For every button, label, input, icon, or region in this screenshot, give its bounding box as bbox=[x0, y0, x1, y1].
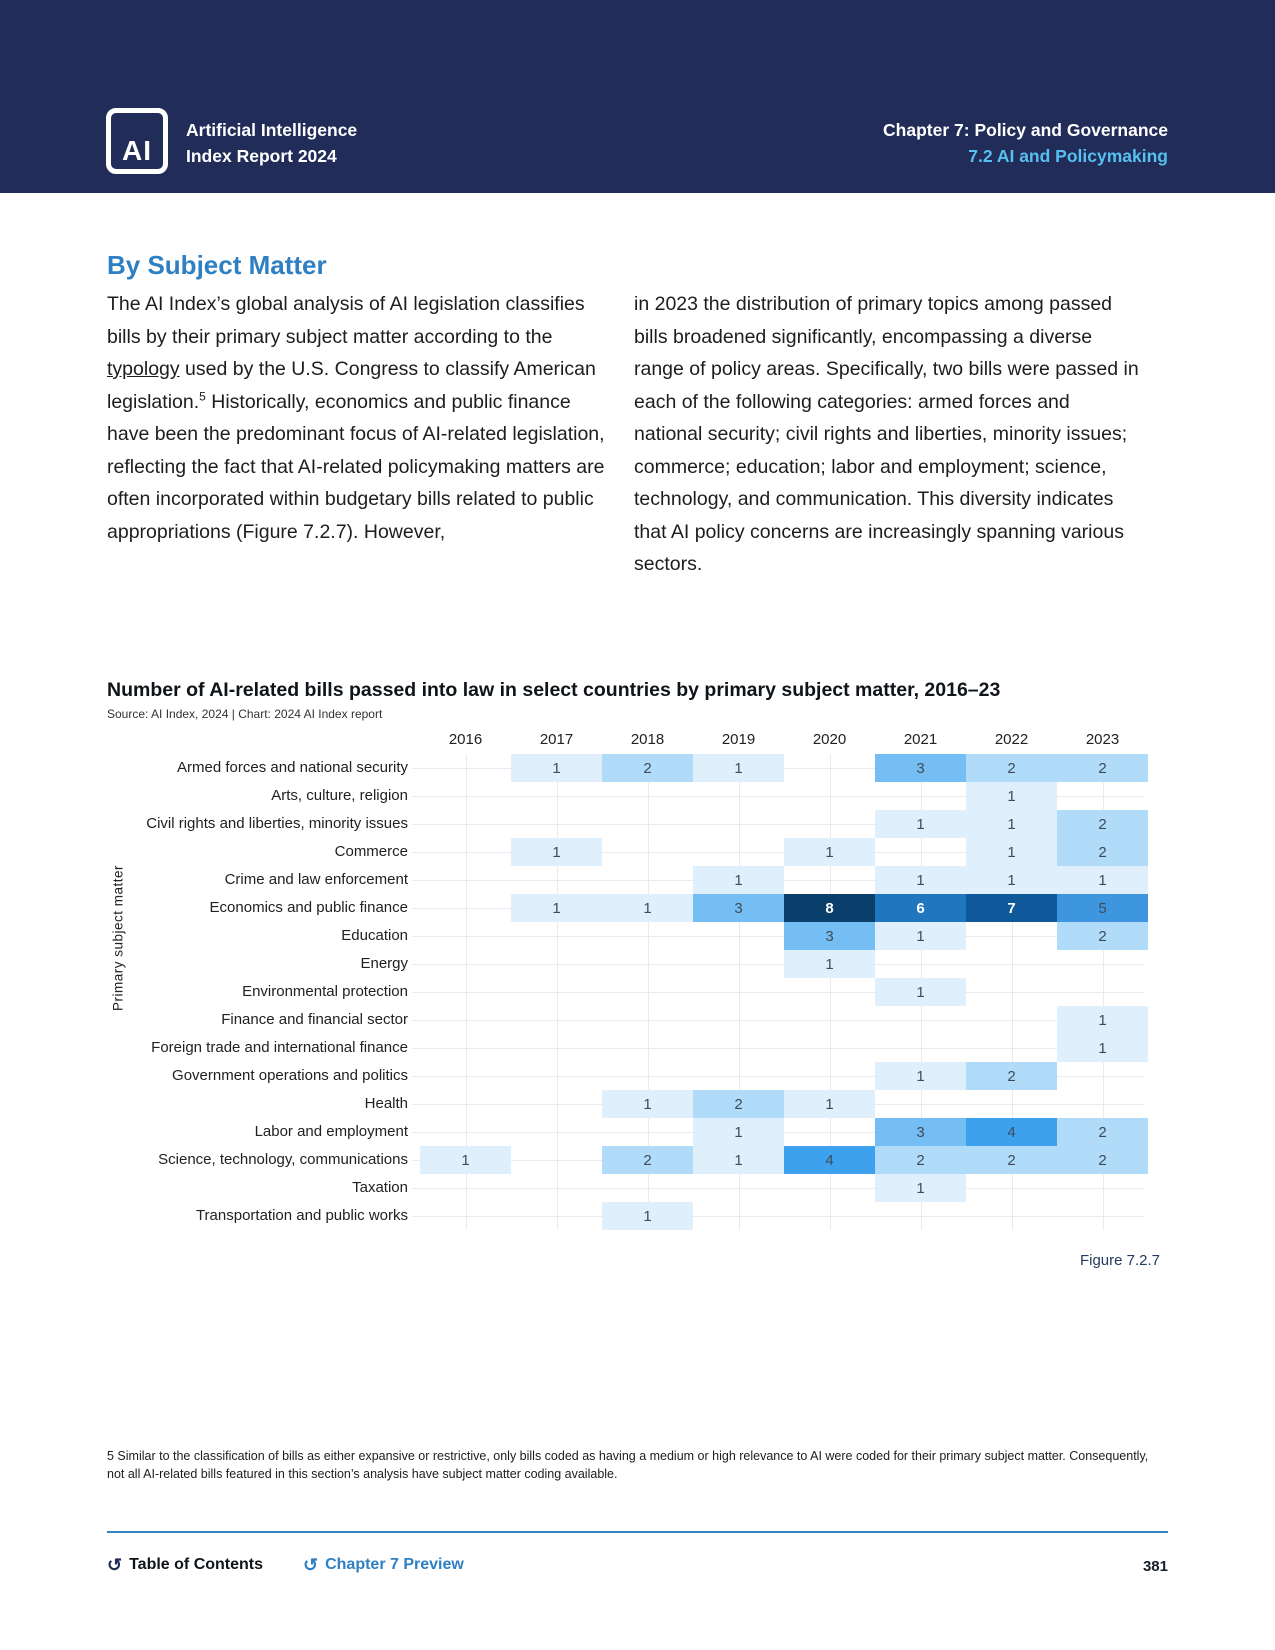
subject-matter-label: Energy bbox=[360, 955, 408, 972]
heatmap-cell-empty bbox=[511, 782, 602, 810]
heatmap-row bbox=[107, 1118, 1148, 1146]
heatmap-cell: 7 bbox=[966, 894, 1057, 922]
paragraph-text: The AI Index’s global analysis of AI legislation classifies bills by their primary subject matter according to the bbox=[107, 293, 585, 348]
heatmap-cell-empty bbox=[602, 1006, 693, 1034]
subject-matter-label: Education bbox=[341, 927, 408, 944]
heatmap-cell-empty bbox=[784, 1006, 875, 1034]
back-arrow-icon: ↺ bbox=[303, 1555, 319, 1575]
heatmap-cell-empty bbox=[875, 782, 966, 810]
heatmap-cell-empty bbox=[511, 1118, 602, 1146]
chart-title: Number of AI-related bills passed into law in select countries by primary subject matter, 2016–23 bbox=[107, 679, 1001, 701]
year-tick-label: 2018 bbox=[630, 731, 665, 748]
heatmap-cell-empty bbox=[693, 1202, 784, 1230]
heatmap-cell: 2 bbox=[1057, 810, 1148, 838]
heatmap-cell-empty bbox=[875, 950, 966, 978]
heatmap-cell: 2 bbox=[602, 1146, 693, 1174]
heatmap-row bbox=[107, 782, 1148, 810]
heatmap-cell: 2 bbox=[1057, 838, 1148, 866]
page-number: 381 bbox=[1142, 1558, 1168, 1575]
heatmap-cell-empty bbox=[420, 838, 511, 866]
heatmap-cell: 1 bbox=[966, 782, 1057, 810]
heatmap-cell-empty bbox=[420, 866, 511, 894]
heatmap-cell: 1 bbox=[511, 894, 602, 922]
heatmap-cell: 1 bbox=[602, 894, 693, 922]
heatmap-cell: 1 bbox=[511, 754, 602, 782]
chapter-preview-link[interactable] bbox=[303, 1556, 464, 1574]
heatmap-cell: 3 bbox=[875, 1118, 966, 1146]
heatmap-row bbox=[107, 1034, 1148, 1062]
heatmap-cell-empty bbox=[1057, 1062, 1148, 1090]
heatmap-cell: 1 bbox=[1057, 1006, 1148, 1034]
heatmap-row bbox=[107, 1202, 1148, 1230]
heatmap-cell: 3 bbox=[784, 922, 875, 950]
heatmap-cell-empty bbox=[1057, 782, 1148, 810]
heatmap-cell-empty bbox=[511, 1034, 602, 1062]
heatmap-cell: 1 bbox=[784, 950, 875, 978]
heatmap-cell-empty bbox=[511, 950, 602, 978]
heatmap-cell-empty bbox=[966, 1034, 1057, 1062]
heatmap-cell: 2 bbox=[1057, 922, 1148, 950]
footnote: 5 Similar to the classification of bills as either expansive or restrictive, only bills coded as having a medium or high relevance to AI were coded for their primary subject matter. Consequently, not all AI-related bills featured in this section’s analysis have subject matter coding available. bbox=[107, 1449, 1149, 1481]
heatmap-cell: 2 bbox=[693, 1090, 784, 1118]
ai-index-logo bbox=[106, 108, 168, 174]
subject-matter-label: Foreign trade and international finance bbox=[151, 1039, 408, 1056]
heatmap-cell-empty bbox=[784, 1034, 875, 1062]
heatmap-cell-empty bbox=[511, 1202, 602, 1230]
heatmap-cell-empty bbox=[602, 1062, 693, 1090]
subject-matter-label: Government operations and politics bbox=[172, 1067, 408, 1084]
heatmap-cell: 1 bbox=[693, 754, 784, 782]
chart-source: Source: AI Index, 2024 | Chart: 2024 AI Index report bbox=[107, 707, 383, 721]
heatmap-cell: 1 bbox=[693, 866, 784, 894]
heatmap-cell-empty bbox=[1057, 1174, 1148, 1202]
heatmap-cell: 3 bbox=[875, 754, 966, 782]
heatmap-cell-empty bbox=[875, 1006, 966, 1034]
heatmap-cell-empty bbox=[511, 1006, 602, 1034]
heatmap-row bbox=[107, 866, 1148, 894]
heatmap-cell: 1 bbox=[602, 1202, 693, 1230]
heatmap-cell-empty bbox=[1057, 1202, 1148, 1230]
heatmap-cell-empty bbox=[784, 1118, 875, 1146]
page-header-banner bbox=[0, 0, 1275, 193]
heatmap-cell-empty bbox=[602, 838, 693, 866]
heatmap-cell-empty bbox=[875, 1034, 966, 1062]
subject-matter-label: Armed forces and national security bbox=[177, 759, 408, 776]
heatmap-cell-empty bbox=[420, 922, 511, 950]
heatmap-cell-empty bbox=[420, 1006, 511, 1034]
section-title: 7.2 AI and Policymaking bbox=[968, 146, 1168, 166]
brand-title bbox=[186, 117, 357, 169]
heatmap-cell: 1 bbox=[784, 1090, 875, 1118]
heatmap-cell-empty bbox=[693, 810, 784, 838]
subject-matter-label: Arts, culture, religion bbox=[271, 787, 408, 804]
heatmap-cell-empty bbox=[420, 978, 511, 1006]
heatmap-cell-empty bbox=[511, 1146, 602, 1174]
heatmap-cell: 1 bbox=[693, 1146, 784, 1174]
year-tick-label: 2019 bbox=[721, 731, 756, 748]
heatmap-cell-empty bbox=[875, 1090, 966, 1118]
heatmap-row bbox=[107, 894, 1148, 922]
year-tick-label: 2017 bbox=[539, 731, 574, 748]
heatmap-row bbox=[107, 1062, 1148, 1090]
heatmap-cell: 4 bbox=[966, 1118, 1057, 1146]
year-tick-label: 2020 bbox=[812, 731, 847, 748]
subject-matter-label: Finance and financial sector bbox=[221, 1011, 408, 1028]
heatmap-cell-empty bbox=[693, 950, 784, 978]
heatmap-cell-empty bbox=[511, 1062, 602, 1090]
heatmap-cell-empty bbox=[693, 1062, 784, 1090]
heatmap-cell-empty bbox=[420, 1034, 511, 1062]
heatmap-cell-empty bbox=[784, 782, 875, 810]
heatmap-cell: 1 bbox=[1057, 1034, 1148, 1062]
table-of-contents-label: Table of Contents bbox=[129, 1556, 264, 1573]
heatmap-cell: 3 bbox=[693, 894, 784, 922]
heatmap-cell-empty bbox=[602, 950, 693, 978]
heatmap-cell: 1 bbox=[875, 978, 966, 1006]
heatmap-row bbox=[107, 978, 1148, 1006]
heatmap-cell: 1 bbox=[966, 838, 1057, 866]
heatmap-cell-empty bbox=[511, 978, 602, 1006]
subject-matter-label: Crime and law enforcement bbox=[224, 871, 408, 888]
year-tick-label: 2016 bbox=[448, 731, 483, 748]
heatmap-cell: 1 bbox=[966, 810, 1057, 838]
heatmap-cell-empty bbox=[875, 1202, 966, 1230]
heatmap-cell: 2 bbox=[602, 754, 693, 782]
heatmap-cell: 1 bbox=[420, 1146, 511, 1174]
page-title: By Subject Matter bbox=[107, 250, 327, 280]
heatmap-cell-empty bbox=[693, 782, 784, 810]
heatmap-cell-empty bbox=[693, 922, 784, 950]
intro-paragraph-left bbox=[107, 288, 612, 548]
heatmap-cell-empty bbox=[1057, 1090, 1148, 1118]
heatmap-cell-empty bbox=[693, 1174, 784, 1202]
heatmap-cell-empty bbox=[420, 810, 511, 838]
subject-matter-label: Taxation bbox=[352, 1179, 408, 1196]
heatmap-cell-empty bbox=[511, 866, 602, 894]
figure-caption: Figure 7.2.7 bbox=[1079, 1252, 1160, 1269]
heatmap-cell-empty bbox=[966, 1202, 1057, 1230]
heatmap-cell-empty bbox=[602, 922, 693, 950]
heatmap-cell-empty bbox=[602, 1034, 693, 1062]
chapter-header bbox=[883, 117, 1168, 169]
year-tick-label: 2022 bbox=[994, 731, 1029, 748]
back-arrow-icon: ↺ bbox=[107, 1555, 123, 1575]
footnote-ref-marker: 5 bbox=[199, 389, 206, 403]
heatmap-cell-empty bbox=[1057, 950, 1148, 978]
heatmap-cell-empty bbox=[511, 922, 602, 950]
subject-matter-label: Economics and public finance bbox=[209, 899, 408, 916]
heatmap-row bbox=[107, 810, 1148, 838]
heatmap-cell: 2 bbox=[1057, 1118, 1148, 1146]
paragraph-text: used by the U.S. Congress to classify American legislation. bbox=[107, 358, 596, 413]
heatmap-cell-empty bbox=[784, 1202, 875, 1230]
heatmap-cell: 1 bbox=[602, 1090, 693, 1118]
typology-link[interactable]: typology bbox=[107, 358, 180, 380]
heatmap-cell-empty bbox=[966, 1006, 1057, 1034]
brand-line-1: Artificial Intelligence bbox=[186, 120, 358, 140]
chapter-title: Chapter 7: Policy and Governance bbox=[883, 120, 1168, 140]
heatmap-cell: 1 bbox=[875, 1062, 966, 1090]
heatmap-cell-empty bbox=[966, 1174, 1057, 1202]
label-column-spacer bbox=[107, 726, 420, 754]
heatmap-cell-empty bbox=[602, 782, 693, 810]
heatmap-cell-empty bbox=[511, 1090, 602, 1118]
heatmap-cell: 8 bbox=[784, 894, 875, 922]
heatmap-cell-empty bbox=[966, 922, 1057, 950]
subject-matter-label: Labor and employment bbox=[254, 1123, 408, 1140]
footer-divider bbox=[107, 1531, 1168, 1533]
heatmap-cell: 5 bbox=[1057, 894, 1148, 922]
heatmap-cell-empty bbox=[511, 1174, 602, 1202]
heatmap-cell-empty bbox=[420, 754, 511, 782]
heatmap-cell: 1 bbox=[1057, 866, 1148, 894]
year-tick-label: 2021 bbox=[903, 731, 938, 748]
heatmap-cell: 1 bbox=[784, 838, 875, 866]
heatmap-row bbox=[107, 754, 1148, 782]
heatmap-cell: 1 bbox=[511, 838, 602, 866]
ai-index-logo-text: AI bbox=[122, 135, 152, 166]
heatmap-row bbox=[107, 1174, 1148, 1202]
heatmap-cell: 1 bbox=[875, 866, 966, 894]
heatmap-chart bbox=[107, 726, 1148, 1230]
heatmap-cell-empty bbox=[693, 1034, 784, 1062]
heatmap-cell-empty bbox=[602, 1118, 693, 1146]
heatmap-cell: 1 bbox=[693, 1118, 784, 1146]
heatmap-cell-empty bbox=[784, 1062, 875, 1090]
heatmap-cell-empty bbox=[784, 754, 875, 782]
heatmap-cell-empty bbox=[420, 1118, 511, 1146]
heatmap-cell-empty bbox=[784, 866, 875, 894]
heatmap-cell-empty bbox=[966, 1090, 1057, 1118]
heatmap-cell-empty bbox=[966, 978, 1057, 1006]
heatmap-cell: 2 bbox=[966, 754, 1057, 782]
heatmap-cell: 2 bbox=[1057, 754, 1148, 782]
heatmap-cell: 1 bbox=[966, 866, 1057, 894]
heatmap-cell-empty bbox=[784, 1174, 875, 1202]
y-axis-label: Primary subject matter bbox=[110, 864, 126, 1012]
heatmap-cell: 2 bbox=[966, 1146, 1057, 1174]
heatmap-cell: 6 bbox=[875, 894, 966, 922]
heatmap-cell-empty bbox=[420, 1090, 511, 1118]
heatmap-cell-empty bbox=[602, 978, 693, 1006]
heatmap-cell-empty bbox=[602, 810, 693, 838]
year-tick-label: 2023 bbox=[1085, 731, 1120, 748]
heatmap-row bbox=[107, 1146, 1148, 1174]
heatmap-cell-empty bbox=[602, 866, 693, 894]
heatmap-cell-empty bbox=[602, 1174, 693, 1202]
heatmap-cell-empty bbox=[693, 1006, 784, 1034]
chapter-preview-label: Chapter 7 Preview bbox=[325, 1556, 464, 1573]
subject-matter-label: Civil rights and liberties, minority issues bbox=[146, 815, 408, 832]
heatmap-cell: 2 bbox=[1057, 1146, 1148, 1174]
subject-matter-label: Science, technology, communications bbox=[158, 1151, 408, 1168]
heatmap-cell-empty bbox=[420, 782, 511, 810]
heatmap-cell-empty bbox=[784, 978, 875, 1006]
heatmap-cell: 2 bbox=[966, 1062, 1057, 1090]
heatmap-cell: 1 bbox=[875, 810, 966, 838]
subject-matter-label: Transportation and public works bbox=[195, 1207, 408, 1224]
heatmap-cell-empty bbox=[420, 1174, 511, 1202]
heatmap-cell-empty bbox=[511, 810, 602, 838]
heatmap-cell: 1 bbox=[875, 922, 966, 950]
intro-paragraph-right: in 2023 the distribution of primary topics among passed bills broadened significantly, encompassing a diverse range of policy areas. Specifically, two bills were passed in each of the following categories: armed forces and national security; civil rights and liberties, minority issues; commerce; education; labor and employment; science, technology, and communication. This diversity indicates that AI policy concerns are increasingly spanning various sectors. bbox=[634, 293, 1139, 575]
heatmap-cell-empty bbox=[693, 978, 784, 1006]
heatmap-cell-empty bbox=[420, 1202, 511, 1230]
heatmap-cell-empty bbox=[420, 1062, 511, 1090]
heatmap-cell-empty bbox=[420, 894, 511, 922]
paragraph-text: Historically, economics and public finance have been the predominant focus of AI-related legislation, reflecting the fact that AI-related policymaking matters are often incorporated within budgetary bills related to public appropriations (Figure 7.2.7). However, bbox=[107, 390, 605, 543]
heatmap-cell-empty bbox=[875, 838, 966, 866]
heatmap-cell: 1 bbox=[875, 1174, 966, 1202]
heatmap-row bbox=[107, 1006, 1148, 1034]
heatmap-cell-empty bbox=[693, 838, 784, 866]
heatmap-cell: 2 bbox=[875, 1146, 966, 1174]
subject-matter-label: Commerce bbox=[334, 843, 408, 860]
table-of-contents-link[interactable] bbox=[107, 1556, 263, 1574]
heatmap-cell-empty bbox=[966, 950, 1057, 978]
heatmap-year-headers bbox=[107, 726, 1148, 754]
brand-line-2: Index Report 2024 bbox=[186, 146, 337, 166]
heatmap-cell: 4 bbox=[784, 1146, 875, 1174]
subject-matter-label: Health bbox=[364, 1095, 408, 1112]
heatmap-row bbox=[107, 838, 1148, 866]
heatmap-row bbox=[107, 922, 1148, 950]
heatmap-row bbox=[107, 950, 1148, 978]
heatmap-plot-area bbox=[107, 754, 1148, 1230]
subject-matter-label: Environmental protection bbox=[242, 983, 408, 1000]
heatmap-row bbox=[107, 1090, 1148, 1118]
heatmap-cell-empty bbox=[1057, 978, 1148, 1006]
heatmap-cell-empty bbox=[420, 950, 511, 978]
heatmap-cell-empty bbox=[784, 810, 875, 838]
